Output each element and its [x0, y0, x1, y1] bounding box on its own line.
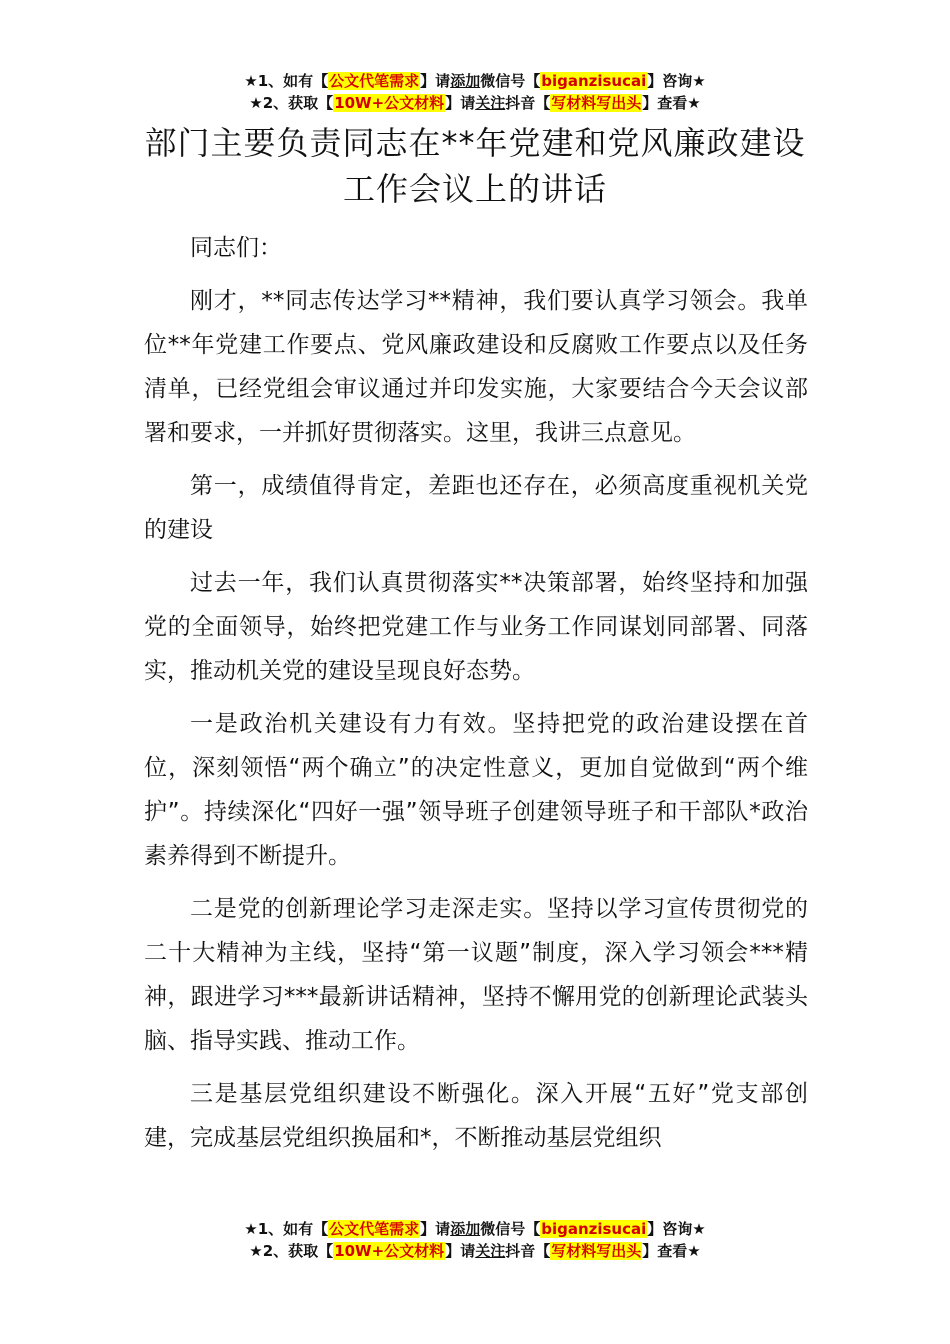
- promo-line-2: ★2、获取【10W+公文材料】请关注抖音【写材料写出头】查看★: [249, 1242, 701, 1260]
- highlight-wechat-id: biganzisucai: [541, 72, 647, 90]
- greeting: 同志们：: [190, 235, 282, 261]
- document-body: [144, 226, 808, 1169]
- section-heading-1: 第一，成绩值得肯定，差距也还存在，必须高度重视机关党的建设: [144, 473, 808, 543]
- paragraph-point-1: 一是政治机关建设有力有效。坚持把党的政治建设摆在首位，深刻领悟“两个确立”的决定性意义，更加自觉做到“两个维护”。持续深化“四好一强”领导班子创建领导班子和干部队*政治素养得到不断提升。: [144, 711, 808, 869]
- highlight-wechat-id: biganzisucai: [541, 1220, 647, 1238]
- highlight-douyin-account: 写材料写出头: [551, 1242, 642, 1260]
- highlight-douyin-account: 写材料写出头: [551, 94, 642, 112]
- paragraph-point-2: 二是党的创新理论学习走深走实。坚持以学习宣传贯彻党的二十大精神为主线，坚持“第一议题”制度，深入学习领会***精神，跟进学习***最新讲话精神，坚持不懈用党的创新理论武装头脑、指导实践、推动工作。: [144, 896, 808, 1054]
- document-title: 部门主要负责同志在**年党建和党风廉政建设工作会议上的讲话: [144, 124, 806, 208]
- paragraph-intro: 刚才，**同志传达学习**精神，我们要认真学习领会。我单位**年党建工作要点、党风廉政建设和反腐败工作要点以及任务清单，已经党组会审议通过并印发实施，大家要结合今天会议部署和要求，一并抓好贯彻落实。这里，我讲三点意见。: [144, 288, 808, 446]
- promo-banner-top: [0, 70, 950, 114]
- paragraph-review: 过去一年，我们认真贯彻落实**决策部署，始终坚持和加强党的全面领导，始终把党建工作与业务工作同谋划同部署、同落实，推动机关党的建设呈现良好态势。: [144, 570, 808, 684]
- promo-line-2: ★2、获取【10W+公文材料】请关注抖音【写材料写出头】查看★: [249, 94, 701, 112]
- highlight-service: 公文代笔需求: [329, 1220, 420, 1238]
- promo-banner-bottom: [0, 1218, 950, 1262]
- promo-line-1: ★1、如有【公文代笔需求】请添加微信号【biganzisucai】咨询★: [244, 1220, 706, 1238]
- highlight-materials: 10W+公文材料: [334, 94, 445, 112]
- highlight-materials: 10W+公文材料: [334, 1242, 445, 1260]
- highlight-service: 公文代笔需求: [329, 72, 420, 90]
- promo-line-1: ★1、如有【公文代笔需求】请添加微信号【biganzisucai】咨询★: [244, 72, 706, 90]
- paragraph-point-3: 三是基层党组织建设不断强化。深入开展“五好”党支部创建，完成基层党组织换届和*，不断推动基层党组织: [144, 1081, 808, 1151]
